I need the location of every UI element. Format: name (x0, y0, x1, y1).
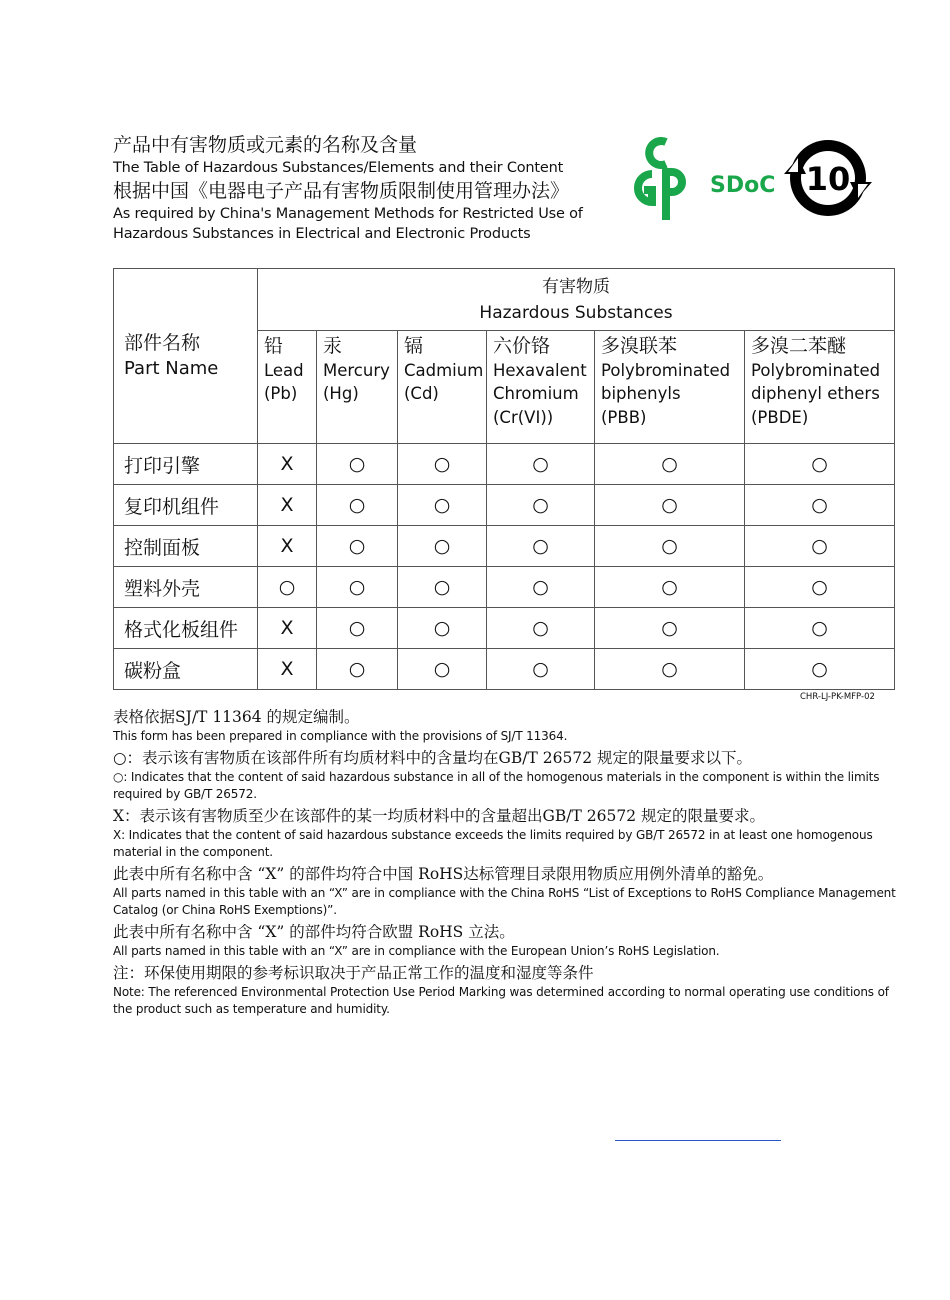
compliance-mark-cell: ○ (487, 444, 595, 485)
compliance-mark-cell: ○ (745, 485, 895, 526)
compliance-mark-cell: ○ (745, 608, 895, 649)
compliance-mark-cell: ○ (258, 567, 317, 608)
compliance-mark-cell: ○ (595, 526, 745, 567)
substance-header: 多溴联苯 Polybrominated biphenyls (PBB) (595, 331, 745, 444)
compliance-mark-cell: ○ (398, 526, 487, 567)
note-zh: X：表示该有害物质至少在该部件的某一均质材料中的含量超出GB/T 26572 规定的限量要求。 (113, 807, 766, 825)
compliance-mark-cell: ○ (745, 444, 895, 485)
compliance-mark-cell: X (258, 608, 317, 649)
note-en: All parts named in this table with an “X” are in compliance with the European Union’s RoHS Legislation. (113, 944, 720, 958)
note-zh: 注：环保使用期限的参考标识取决于产品正常工作的温度和湿度等条件 (113, 964, 594, 982)
basis-en-line-1: As required by China's Management Methods for Restricted Use of (113, 206, 583, 222)
part-name-cell: 格式化板组件 (114, 608, 258, 649)
compliance-mark-cell: ○ (317, 444, 398, 485)
sdoc-logo-icon (630, 130, 880, 230)
substance-header: 多溴二苯醚 Polybrominated diphenyl ethers (PBDE) (745, 331, 895, 444)
compliance-mark-cell: ○ (317, 608, 398, 649)
compliance-mark-cell: ○ (595, 649, 745, 690)
compliance-mark-cell: ○ (317, 485, 398, 526)
note-en: All parts named in this table with an “X” are in compliance with the China RoHS “List of Exceptions to RoHS Compliance Management Catalog (or China RoHS Exemptions)”. (113, 886, 896, 917)
title-en: The Table of Hazardous Substances/Elements and their Content (113, 160, 564, 176)
compliance-mark-cell: ○ (398, 567, 487, 608)
signature-line (615, 1140, 781, 1141)
note-zh: 此表中所有名称中含 “X” 的部件均符合中国 RoHS达标管理目录限用物质应用例外清单的豁免。 (113, 865, 774, 883)
compliance-logos (630, 130, 880, 230)
efup-number: 10 (805, 160, 851, 198)
compliance-mark-cell: ○ (317, 567, 398, 608)
compliance-mark-cell: ○ (595, 608, 745, 649)
table-row (114, 649, 895, 690)
document-header (113, 132, 623, 244)
compliance-mark-cell: ○ (487, 649, 595, 690)
compliance-mark-cell: ○ (398, 608, 487, 649)
substance-header: 六价铬 Hexavalent Chromium (Cr(VI)) (487, 331, 595, 444)
compliance-mark-cell: ○ (745, 567, 895, 608)
compliance-mark-cell: ○ (595, 567, 745, 608)
title-zh: 产品中有害物质或元素的名称及含量 (113, 134, 418, 156)
table-row (114, 526, 895, 567)
compliance-mark-cell: ○ (317, 526, 398, 567)
compliance-mark-cell: X (258, 485, 317, 526)
note-item (113, 962, 903, 1018)
part-name-header: 部件名称 Part Name (114, 269, 258, 444)
note-item (113, 747, 903, 803)
hazardous-substances-header: 有害物质 Hazardous Substances (258, 269, 895, 331)
notes-section (113, 706, 903, 1020)
compliance-mark-cell: ○ (487, 526, 595, 567)
note-en: This form has been prepared in compliance with the provisions of SJ/T 11364. (113, 729, 568, 743)
part-name-cell: 打印引擎 (114, 444, 258, 485)
compliance-mark-cell: ○ (595, 485, 745, 526)
note-zh: ○：表示该有害物质在该部件所有均质材料中的含量均在GB/T 26572 规定的限量要求以下。 (113, 749, 753, 767)
basis-zh: 根据中国《电器电子产品有害物质限制使用管理办法》 (113, 180, 570, 202)
basis-en-line-2: Hazardous Substances in Electrical and Electronic Products (113, 226, 531, 242)
substance-header: 镉 Cadmium (Cd) (398, 331, 487, 444)
note-item (113, 863, 903, 919)
note-item (113, 706, 903, 745)
hazardous-substances-table (113, 268, 895, 690)
compliance-mark-cell: X (258, 649, 317, 690)
compliance-mark-cell: ○ (745, 526, 895, 567)
substance-header: 汞 Mercury (Hg) (317, 331, 398, 444)
compliance-mark-cell: ○ (398, 485, 487, 526)
part-name-cell: 塑料外壳 (114, 567, 258, 608)
compliance-mark-cell: ○ (398, 649, 487, 690)
note-en: X: Indicates that the content of said hazardous substance exceeds the limits required by GB/T 26572 in at least one homogenous material in the component. (113, 828, 873, 859)
substance-header: 铅 Lead (Pb) (258, 331, 317, 444)
compliance-mark-cell: X (258, 444, 317, 485)
note-zh: 表格依据SJ/T 11364 的规定编制。 (113, 708, 360, 726)
document-code: CHR-LJ-PK-MFP-02 (800, 692, 875, 702)
note-zh: 此表中所有名称中含 “X” 的部件均符合欧盟 RoHS 立法。 (113, 923, 515, 941)
part-name-cell: 复印机组件 (114, 485, 258, 526)
compliance-mark-cell: ○ (595, 444, 745, 485)
compliance-mark-cell: ○ (487, 608, 595, 649)
sdoc-label: SDoC (710, 173, 776, 198)
note-item (113, 921, 903, 960)
compliance-mark-cell: ○ (487, 567, 595, 608)
note-en: Note: The referenced Environmental Protection Use Period Marking was determined according to normal operating use conditions of the product such as temperature and humidity. (113, 985, 889, 1016)
part-name-cell: 控制面板 (114, 526, 258, 567)
compliance-mark-cell: X (258, 526, 317, 567)
table-row (114, 608, 895, 649)
compliance-mark-cell: ○ (317, 649, 398, 690)
table-row (114, 485, 895, 526)
compliance-mark-cell: ○ (745, 649, 895, 690)
table-row (114, 444, 895, 485)
compliance-mark-cell: ○ (398, 444, 487, 485)
note-item (113, 805, 903, 861)
part-name-cell: 碳粉盒 (114, 649, 258, 690)
note-en: ○: Indicates that the content of said hazardous substance in all of the homogenous materials in the component is within the limits required by GB/T 26572. (113, 770, 880, 801)
table-row (114, 567, 895, 608)
compliance-mark-cell: ○ (487, 485, 595, 526)
